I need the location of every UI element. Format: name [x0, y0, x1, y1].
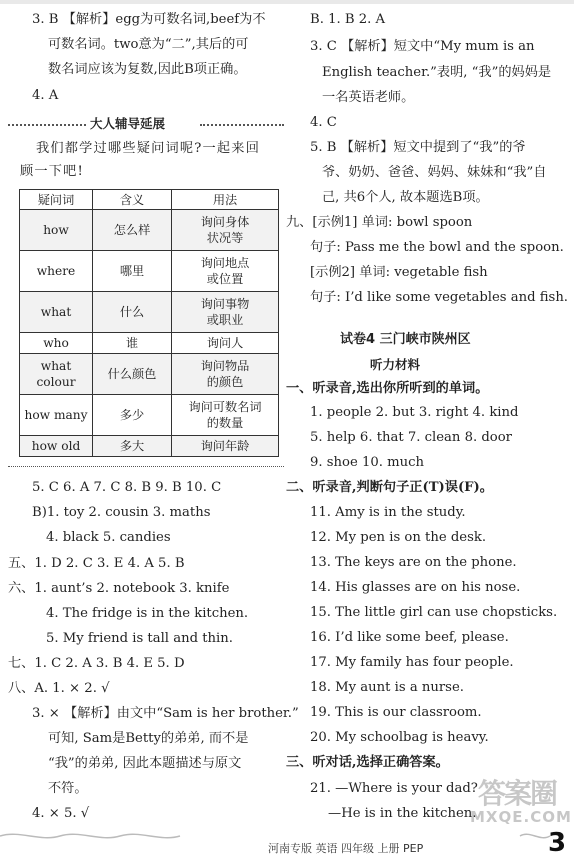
answer-line: 13. The keys are on the phone.: [310, 555, 517, 570]
answer-line: 句子: I’d like some vegetables and fish.: [310, 290, 568, 305]
answer-line: 可数名词。two意为“二”,其后的可: [48, 37, 249, 52]
section-heading: 一、听录音,选出你所听到的单词。: [286, 381, 489, 396]
section-divider-left: [8, 124, 86, 126]
section-title: 大人辅导延展: [90, 116, 166, 131]
page-footer: [0, 830, 574, 860]
table-header: 用法: [172, 190, 279, 210]
answer-line: 3. × 【解析】由文中“Sam is her brother.”: [32, 706, 299, 721]
test-title: 试卷4 三门峡市陕州区: [340, 332, 471, 347]
answer-line: 12. My pen is on the desk.: [310, 530, 487, 545]
table-bottom-divider: [8, 466, 284, 467]
table-cell: 询问年龄: [172, 436, 279, 457]
table-cell: 什么颜色: [93, 354, 172, 395]
watermark-logo: 答案圈: [478, 777, 557, 810]
table-cell: 询问地点 或位置: [172, 251, 279, 292]
answer-line: 5. B 【解析】短文中提到了“我”的爷: [310, 140, 526, 155]
answer-line: 3. B 【解析】egg为可数名词,beef为不: [32, 12, 266, 27]
answer-line: 己, 共6个人, 故本题选B项。: [322, 190, 489, 205]
page-number: 3: [548, 828, 567, 858]
answer-line: 一名英语老师。: [322, 90, 415, 105]
table-header: 疑问词: [20, 190, 93, 210]
question-word-table: [19, 189, 279, 457]
answer-line: 不符。: [48, 781, 88, 796]
answer-line: 七、1. C 2. A 3. B 4. E 5. D: [8, 656, 185, 671]
answer-line: “我”的弟弟, 因此本题描述与原文: [48, 756, 242, 771]
table-cell: 询问事物 或职业: [172, 292, 279, 333]
table-cell: where: [20, 251, 93, 292]
table-cell: 询问人: [172, 333, 279, 354]
answer-line: 4. C: [310, 115, 337, 130]
answer-line: 5. C 6. A 7. C 8. B 9. B 10. C: [32, 480, 222, 495]
section-heading: 二、听录音,判断句子正(T)误(F)。: [286, 480, 493, 495]
answer-line: 17. My family has four people.: [310, 655, 514, 670]
table-cell: 多少: [93, 395, 172, 436]
answer-line: 八、A. 1. × 2. √: [8, 681, 110, 696]
answer-line: 句子: Pass me the bowl and the spoon.: [310, 240, 564, 255]
answer-line: 六、1. aunt’s 2. notebook 3. knife: [8, 581, 230, 596]
footer-label: 河南专版 英语 四年级 上册 PEP: [268, 842, 424, 855]
answer-line: 3. C 【解析】短文中“My mum is an: [310, 39, 535, 54]
answer-line: 4. × 5. √: [32, 806, 90, 821]
answer-line: 15. The little girl can use chopsticks.: [310, 605, 558, 620]
answer-line: 5. help 6. that 7. clean 8. door: [310, 430, 512, 445]
answer-line: 1. people 2. but 3. right 4. kind: [310, 405, 519, 420]
answer-line: 21. —Where is your dad?: [310, 781, 478, 796]
answer-line: 4. The fridge is in the kitchen.: [46, 606, 249, 621]
answer-line: 14. His glasses are on his nose.: [310, 580, 521, 595]
table-cell: 怎么样: [93, 210, 172, 251]
listening-material-title: 听力材料: [370, 357, 421, 372]
answer-line: 20. My schoolbag is heavy.: [310, 730, 489, 745]
table-cell: how old: [20, 436, 93, 457]
intro-line: 顾一下吧!: [20, 164, 85, 179]
answer-line: B)1. toy 2. cousin 3. maths: [32, 505, 211, 520]
answer-line: 9. shoe 10. much: [310, 455, 425, 470]
table-cell: 什么: [93, 292, 172, 333]
table-cell: what: [20, 292, 93, 333]
table-cell: 询问可数名词 的数量: [172, 395, 279, 436]
answer-line: 4. black 5. candies: [46, 530, 171, 545]
section-divider-right: [200, 124, 284, 126]
watermark-url: MXQE.COM: [470, 808, 572, 826]
table-cell: 询问物品 的颜色: [172, 354, 279, 395]
answer-line: English teacher.”表明, “我”的妈妈是: [322, 65, 552, 80]
answer-line: 数名词应该为复数,因此B项正确。: [48, 62, 247, 77]
table-cell: how: [20, 210, 93, 251]
answer-line: —He is in the kitchen.: [328, 806, 477, 821]
answer-line: 19. This is our classroom.: [310, 705, 482, 720]
table-header: 含义: [93, 190, 172, 210]
table-cell: 哪里: [93, 251, 172, 292]
answer-line: 4. A: [32, 88, 59, 103]
answer-line: 爷、奶奶、爸爸、妈妈、妹妹和“我”自: [322, 165, 547, 180]
answer-line: 16. I’d like some beef, please.: [310, 630, 509, 645]
section-heading: 三、听对话,选择正确答案。: [286, 755, 449, 770]
table-cell: 多大: [93, 436, 172, 457]
table-cell: 询问身体 状况等: [172, 210, 279, 251]
page-top-edge: [0, 0, 574, 4]
answer-line: B. 1. B 2. A: [310, 12, 386, 27]
table-cell: 谁: [93, 333, 172, 354]
answer-line: 可知, Sam是Betty的弟弟, 而不是: [48, 731, 249, 746]
table-cell: who: [20, 333, 93, 354]
intro-line: 我们都学过哪些疑问词呢?一起来回: [36, 141, 261, 156]
answer-line: [示例2] 单词: vegetable fish: [310, 265, 488, 280]
answer-line: 九、[示例1] 单词: bowl spoon: [286, 215, 473, 230]
table-cell: what colour: [20, 354, 93, 395]
table-cell: how many: [20, 395, 93, 436]
answer-line: 五、1. D 2. C 3. E 4. A 5. B: [8, 556, 185, 571]
answer-line: 11. Amy is in the study.: [310, 505, 466, 520]
answer-line: 18. My aunt is a nurse.: [310, 680, 464, 695]
answer-line: 5. My friend is tall and thin.: [46, 631, 233, 646]
